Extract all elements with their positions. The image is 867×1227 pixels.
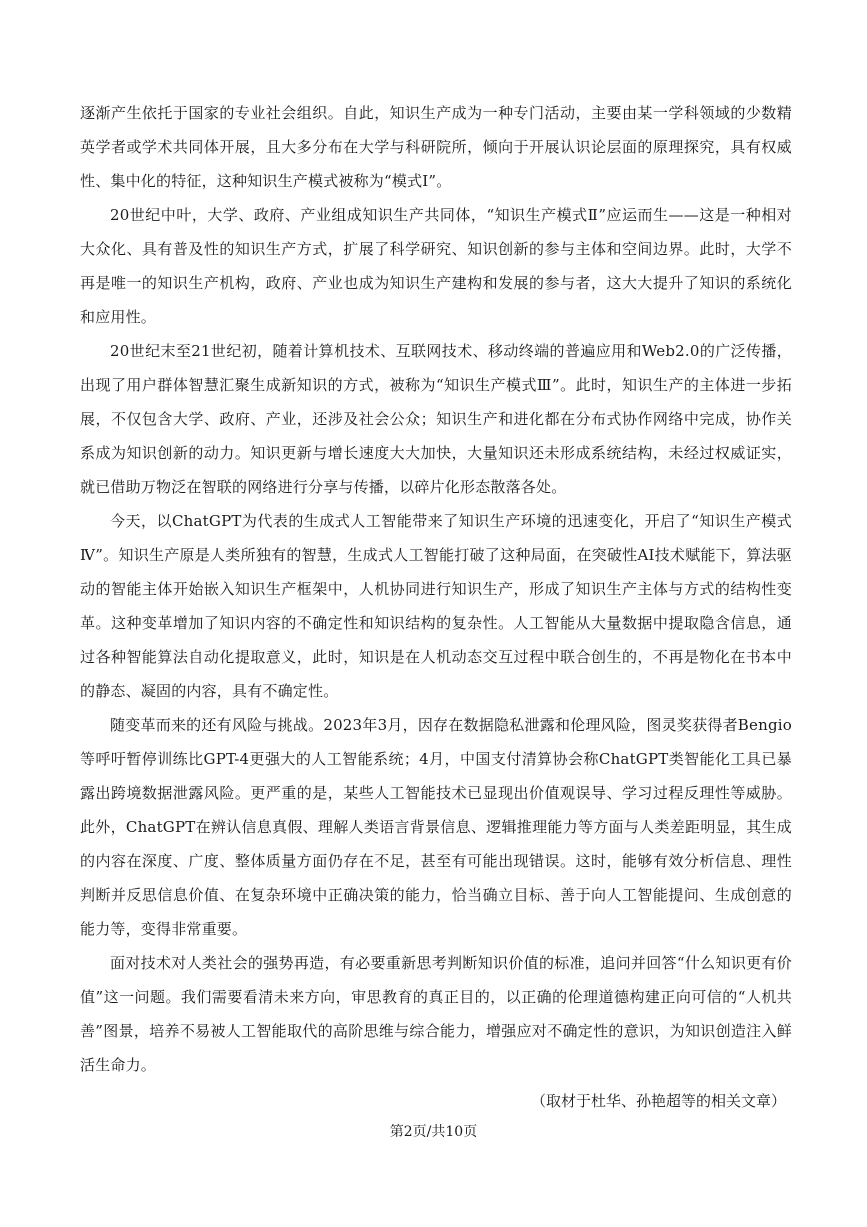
document-body — [80, 96, 792, 1118]
page-number-footer: 第2页/共10页 — [389, 1124, 478, 1140]
paragraph-4: 今天，以ChatGPT为代表的生成式人工智能带来了知识生产环境的迅速变化，开启了“知识生产模式Ⅳ”。知识生产原是人类所独有的智慧，生成式人工智能打破了这种局面，在突破性AI技术赋能下，算法驱动的智能主体开始嵌入知识生产框架中，人机协同进行知识生产，形成了知识生产主体与方式的结构性变革。这种变革增加了知识内容的不确定性和知识结构的复杂性。人工智能从大量数据中提取隐含信息，通过各种智能算法自动化提取意义，此时，知识是在人机动态交互过程中联合创生的，不再是物化在书本中的静态、凝固的内容，具有不确定性。 — [80, 512, 792, 700]
paragraph-3: 20世纪末至21世纪初，随着计算机技术、互联网技术、移动终端的普遍应用和Web2.0的广泛传播，出现了用户群体智慧汇聚生成新知识的方式，被称为“知识生产模式Ⅲ”。此时，知识生产的主体进一步拓展，不仅包含大学、政府、产业，还涉及社会公众；知识生产和进化都在分布式协作网络中完成，协作关系成为知识创新的动力。知识更新与增长速度大大加快，大量知识还未形成系统结构，未经过权威证实，就已借助万物泛在智联的网络进行分享与传播，以碎片化形态散落各处。 — [80, 342, 792, 496]
paragraph-6: 面对技术对人类社会的强势再造，有必要重新思考判断知识价值的标准，追问并回答“什么知识更有价值”这一问题。我们需要看清未来方向，审思教育的真正目的，以正确的伦理道德构建正向可信的“人机共善”图景，培养不易被人工智能取代的高阶思维与综合能力，增强应对不确定性的意识，为知识创造注入鲜活生命力。 — [80, 954, 792, 1074]
paragraph-1: 逐渐产生依托于国家的专业社会组织。自此，知识生产成为一种专门活动，主要由某一学科领域的少数精英学者或学术共同体开展，且大多分布在大学与科研院所，倾向于开展认识论层面的原理探究，具有权威性、集中化的特征，这种知识生产模式被称为“模式Ⅰ”。 — [80, 104, 792, 190]
source-attribution: （取材于杜华、孙艳超等的相关文章） — [530, 1092, 786, 1110]
paragraph-5: 随变革而来的还有风险与挑战。2023年3月，因存在数据隐私泄露和伦理风险，图灵奖获得者Bengio等呼吁暂停训练比GPT-4更强大的人工智能系统；4月，中国支付清算协会称ChatGPT类智能化工具已暴露出跨境数据泄露风险。更严重的是，某些人工智能技术已显现出价值观误导、学习过程反理性等威胁。此外，ChatGPT在辨认信息真假、理解人类语言背景信息、逻辑推理能力等方面与人类差距明显，其生成的内容在深度、广度、整体质量方面仍存在不足，甚至有可能出现错误。这时，能够有效分析信息、理性判断并反思信息价值、在复杂环境中正确决策的能力，恰当确立目标、善于向人工智能提问、生成创意的能力等，变得非常重要。 — [80, 716, 792, 938]
paragraph-2: 20世纪中叶，大学、政府、产业组成知识生产共同体，“知识生产模式Ⅱ”应运而生——这是一种相对大众化、具有普及性的知识生产方式，扩展了科学研究、知识创新的参与主体和空间边界。此时，大学不再是唯一的知识生产机构，政府、产业也成为知识生产建构和发展的参与者，这大大提升了知识的系统化和应用性。 — [80, 206, 792, 326]
